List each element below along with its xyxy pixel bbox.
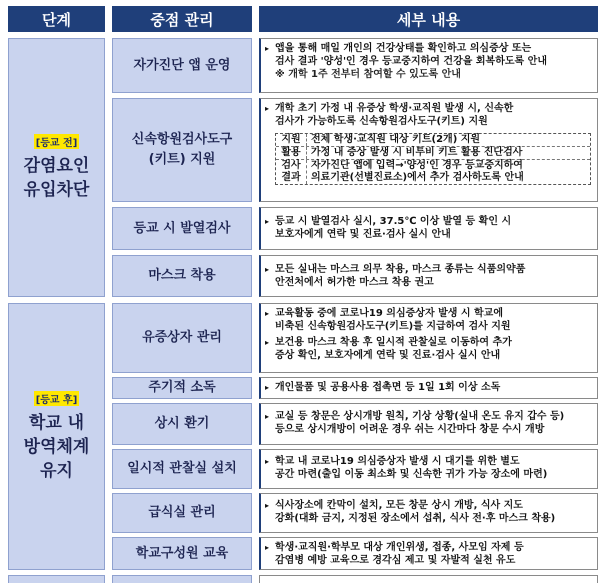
- detail-mask: [259, 255, 598, 297]
- stage-before-school: [8, 38, 105, 297]
- bullet-icon: ▸: [265, 501, 270, 510]
- focus-education: 학교구성원 교육: [112, 537, 252, 570]
- header-stage: 단계: [8, 6, 105, 32]
- detail-education: [259, 537, 598, 570]
- detail-ventilation: [259, 403, 598, 445]
- detail-paragraph: ▸ 모든 실내는 마스크 의무 착용, 마스크 종류는 식품의약품 안전처에서 허가한 마스크 착용 권고: [265, 264, 526, 288]
- kit-row-support: 지원 전체 학생·교직원 대상 키트(2개) 지원: [276, 134, 590, 146]
- bullet-icon: ▸: [265, 543, 270, 552]
- detail-paragraph: ▸ 개인물품 및 공용사용 접촉면 등 1일 1회 이상 소독: [265, 382, 501, 393]
- detail-self-diagnosis-app: [259, 38, 598, 93]
- focus-disinfection: 주기적 소독: [112, 377, 252, 399]
- detail-paragraph: ▸ 개학 초기 가정 내 유증상 학생·교직원 발생 시, 신속한 검사가 가능하도록 신속항원검사도구(키트) 지원: [265, 103, 514, 127]
- stage-title: 학교 내 방역체계 유지: [23, 412, 90, 481]
- bullet-icon: ▸: [265, 104, 270, 113]
- detail-paragraph: ▸ 학교 내 코로나19 의심증상자 발생 시 대기를 위한 별도 공간 마련(출입 이동 최소화 및 신속한 귀가 가능 장소에 마련): [265, 456, 548, 480]
- detail-paragraph: ▸ 보건용 마스크 착용 후 일시적 관찰실로 이동하여 추가 증상 확인, 보호자에게 연락 및 진료·검사 실시 안내: [265, 337, 512, 361]
- kit-row-result: 검사 결과 자가진단 앱에 입력→'양성'인 경우 등교중지하여 의료기관(선별진료소)에서 추가 검사하도록 안내: [276, 159, 590, 184]
- detail-paragraph: ▸ 교실 등 창문은 상시개방 원칙, 기상 상황(실내 온도 유지 갑수 등) 등으로 상시개방이 어려운 경우 쉬는 시간마다 창문 수시 개방: [265, 411, 565, 435]
- bullet-icon: ▸: [265, 412, 270, 421]
- bullet-icon: ▸: [265, 457, 270, 466]
- bullet-icon: ▸: [265, 338, 270, 347]
- bullet-icon: ▸: [265, 309, 270, 318]
- detail-paragraph: ▸ 앱을 통해 매일 개인의 건강상태를 확인하고 의심증상 또는 검사 결과 '양성'인 경우 등교중지하여 건강을 회복하도록 안내 ※ 개학 1주 전부터 참여할 수 있도록 안내: [265, 43, 547, 80]
- stage-tag: [등교 후]: [34, 391, 80, 406]
- kit-support-table: [275, 133, 591, 185]
- focus-fever-check: 등교 시 발열검사: [112, 207, 252, 250]
- focus-cafeteria: 급식실 관리: [112, 493, 252, 533]
- focus-observation-room: 일시적 관찰실 설치: [112, 449, 252, 489]
- detail-rapid-antigen-kit: [259, 98, 598, 202]
- bullet-icon: ▸: [265, 44, 270, 53]
- detail-fever-check: [259, 207, 598, 250]
- stage-after-school: [8, 303, 105, 570]
- focus-ventilation: 상시 환기: [112, 403, 252, 445]
- kit-row-usage: 활용 가정 내 증상 발생 시 비투비 키트 활용 진단검사: [276, 146, 590, 159]
- header-detail: 세부 내용: [259, 6, 598, 32]
- detail-cafeteria: [259, 493, 598, 533]
- detail-paragraph: ▸ 교육활동 중에 코로나19 의심증상자 발생 시 학교에 비축된 신속항원검사도구(키트)를 지급하여 검사 지원: [265, 308, 511, 332]
- detail-disinfection: [259, 377, 598, 399]
- bullet-icon: ▸: [265, 383, 270, 392]
- stage-title: 감염요인 유입차단: [23, 155, 90, 200]
- focus-self-diagnosis-app: 자가진단 앱 운영: [112, 38, 252, 93]
- focus-rapid-antigen-kit: 신속항원검사도구 (키트) 지원: [112, 98, 252, 202]
- bullet-icon: ▸: [265, 265, 270, 274]
- focus-symptomatic-management: 유증상자 관리: [112, 303, 252, 373]
- detail-paragraph: ▸ 학생·교직원·학부모 대상 개인위생, 접종, 사모임 자제 등 감염병 예방 교육으로 경각심 제고 및 자발적 실천 유도: [265, 542, 524, 566]
- header-focus: 중점 관리: [112, 6, 252, 32]
- stage-tag: [등교 전]: [34, 134, 80, 149]
- detail-symptomatic-management: [259, 303, 598, 373]
- bullet-icon: ▸: [265, 217, 270, 226]
- detail-paragraph: ▸ 식사장소에 칸막이 설치, 모든 창문 상시 개방, 식사 지도 강화(대화 금지, 지정된 장소에서 섭취, 식사 전·후 마스크 착용): [265, 500, 556, 524]
- focus-mask: 마스크 착용: [112, 255, 252, 297]
- detail-paragraph: ▸ 등교 시 발열검사 실시, 37.5℃ 이상 발열 등 확인 시 보호자에게 연락 및 진료·검사 실시 안내: [265, 216, 512, 240]
- detail-observation-room: [259, 449, 598, 489]
